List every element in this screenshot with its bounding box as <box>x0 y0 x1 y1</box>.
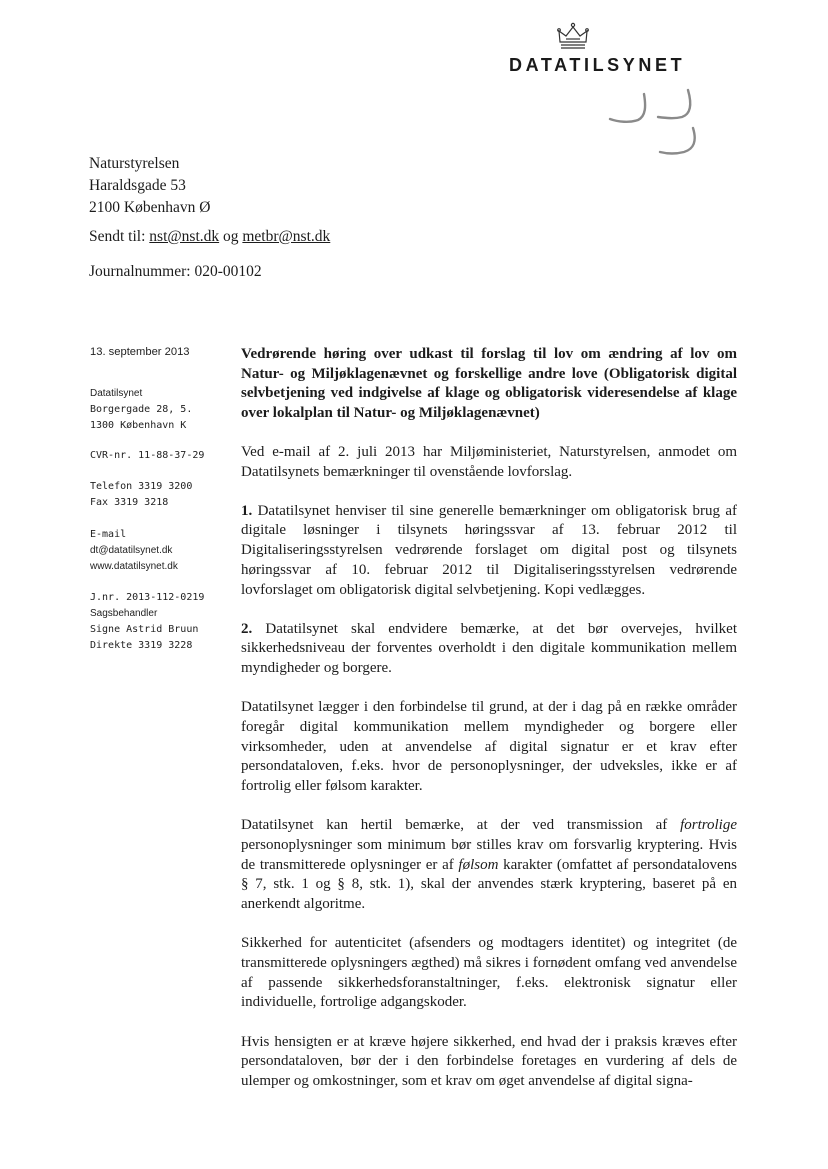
recipient-street: Haraldsgade 53 <box>89 177 186 194</box>
intro-paragraph: Ved e-mail af 2. juli 2013 har Miljøministeriet, Naturstyrelsen, anmodet om Datatilsynets bemærkninger til ovenstående lovforslag. <box>241 443 737 480</box>
emphasis-text: følsom <box>458 856 499 873</box>
logo-wordmark: DATATILSYNET <box>509 55 686 75</box>
letter-subject: Vedrørende høring over udkast til forslag til lov om ændring af lov om Natur- og Miljøklagenævnet og forskellige andre love (Obligatorisk digital selvbetjening ved indgivelse af klage og obligatorisk videresendelse af klage over lokalplan til Natur- og Miljøklagenævnet) <box>241 346 737 422</box>
journal-number: Journalnummer: 020-00102 <box>89 263 262 280</box>
sender-address-line1: Borgergade 28, 5. <box>90 404 193 415</box>
sender-jnr: J.nr. 2013-112-0219 <box>90 592 205 603</box>
sender-website[interactable]: www.datatilsynet.dk <box>90 561 178 572</box>
paragraph-4 <box>241 816 737 915</box>
sender-phone: Telefon 3319 3200 <box>90 481 193 492</box>
letter-body <box>241 345 737 1111</box>
sent-to-label: Sendt til: <box>89 228 146 245</box>
sender-email[interactable]: dt@datatilsynet.dk <box>90 545 173 556</box>
paragraph-2 <box>241 620 737 679</box>
sent-to-line <box>89 228 330 246</box>
paragraph-3: Datatilsynet lægger i den forbindelse til grund, at der i dag på en række områder foregår digital kommunikation mellem myndigheder og borgere eller virksomheder, uden at anvendelse af digital signatur er et krav efter persondataloven, f.eks. hvor de personoplysninger, der udveksles, ikke er af fortrolig eller følsom karakter. <box>241 699 737 795</box>
paragraph-number: 1. <box>241 502 253 519</box>
paragraph-1 <box>241 502 737 601</box>
email-link-metbr[interactable]: metbr@nst.dk <box>242 228 331 245</box>
crown-icon <box>556 22 590 50</box>
case-handler-direct: Direkte 3319 3228 <box>90 640 193 651</box>
paragraph-number: 2. <box>241 620 253 637</box>
handwritten-initials <box>600 86 710 161</box>
case-handler-name: Signe Astrid Bruun <box>90 624 199 635</box>
paragraph-text: Datatilsynet skal endvidere bemærke, at det bør overvejes, hvilket sikkerhedsniveau der forventes overholdt i den digitale kommunikation mellem myndigheder og borgere. <box>241 620 738 677</box>
case-handler-label: Sagsbehandler <box>90 608 158 619</box>
paragraph-text: karakter (omfattet af persondatalovens § 7, stk. 1 og § 8, stk. 1), skal der anvendes stærk kryptering, baseret på en anerkendt algoritme. <box>241 856 737 913</box>
email-link-nst[interactable]: nst@nst.dk <box>149 228 220 245</box>
paragraph-text: Datatilsynet henviser til sine generelle bemærkninger om obligatorisk brug af digitale løsninger i tilsynets høringssvar af 13. februar 2012 til Digitaliseringsstyrelsen vedrørende forslaget om digital post og tilsynets høringssvar af 10. februar 2012 til Digitaliseringsstyrelsen vedrørende lovforslaget om obligatorisk digital selvbetjening. Kopi vedlægges. <box>241 502 738 598</box>
sent-to-joiner: og <box>223 228 239 245</box>
sender-cvr: CVR-nr. 11-88-37-29 <box>90 450 205 461</box>
sender-email-label: E-mail <box>90 529 127 540</box>
sender-fax: Fax 3319 3218 <box>90 497 169 508</box>
paragraph-text: Datatilsynet kan hertil bemærke, at der ved transmission af <box>241 817 668 834</box>
paragraph-6: Hvis hensigten er at kræve højere sikkerhed, end hvad der i praksis kræves efter persondataloven, bør der i den forbindelse foretages en vurdering af dels de ulemper og omkostninger, som et krav om øget anvendelse af digital signa- <box>241 1033 737 1090</box>
sender-address-line2: 1300 København K <box>90 420 187 431</box>
recipient-name: Naturstyrelsen <box>89 155 180 172</box>
emphasis-text: fortrolige <box>680 817 738 834</box>
paragraph-text: personoplysninger som minimum bør stilles krav om forsvarlig kryptering. Hvis de transmitterede oplysninger er af <box>241 837 737 873</box>
letter-date: 13. september 2013 <box>90 346 190 358</box>
recipient-address <box>89 153 210 219</box>
recipient-city: 2100 København Ø <box>89 199 211 216</box>
paragraph-5: Sikkerhed for autenticitet (afsenders og modtagers identitet) og integritet (de transmitterede oplysningers ægthed) må sikres i fornødent omfang ved anvendelse af passende sikkerhedsforanstaltninger, f.eks. elektronisk signatur eller individuelle, fortrolige adgangskoder. <box>241 935 737 1011</box>
sender-org: Datatilsynet <box>90 388 143 399</box>
